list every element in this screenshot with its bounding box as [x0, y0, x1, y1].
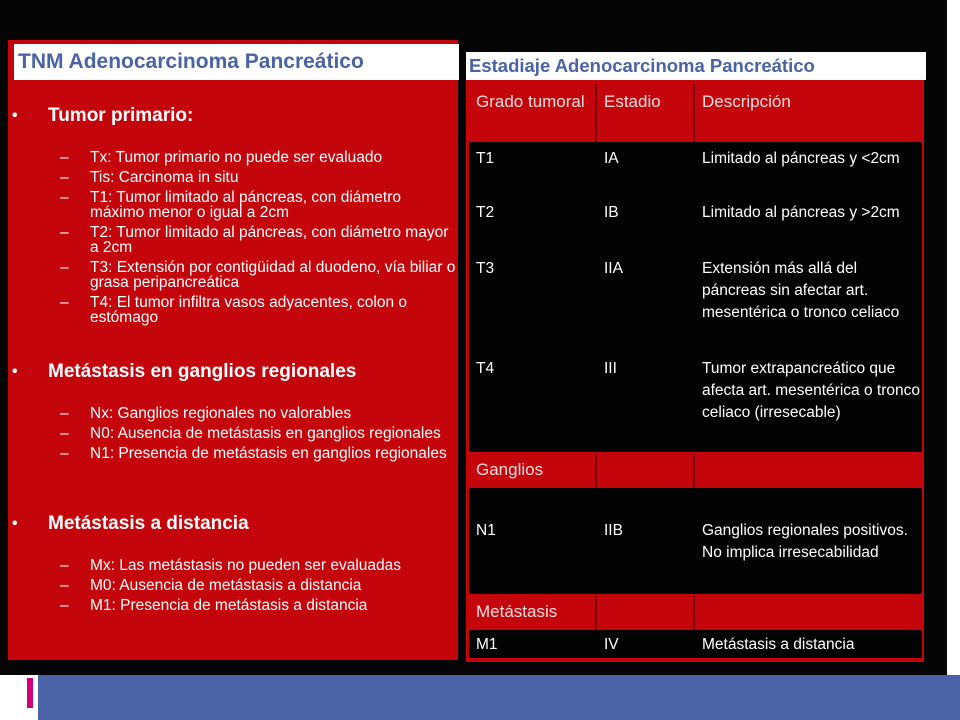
cell-stage: IIA [604, 260, 623, 277]
dash-icon: – [60, 149, 69, 166]
list-item-text: Tx: Tumor primario no puede ser evaluado [90, 149, 383, 166]
dash-icon: – [60, 445, 69, 462]
empty-cell [597, 596, 695, 630]
dash-icon: – [60, 577, 69, 594]
cell-grade: T4 [476, 360, 495, 377]
empty-cell [597, 454, 695, 488]
cell-stage: IV [604, 636, 619, 653]
ganglios-header-row [469, 454, 922, 488]
staging-title: Estadiaje Adenocarcinoma Pancreático [466, 52, 926, 80]
list-item [8, 578, 458, 593]
metastasis-label: Metástasis [469, 596, 597, 630]
section-heading [8, 360, 458, 384]
metastasis-header-row [469, 596, 922, 630]
cell-description: Metástasis a distancia [702, 636, 855, 653]
cell-grade: N1 [476, 522, 496, 539]
table-header-row [469, 84, 922, 142]
list-item [8, 558, 458, 573]
slide-edge [947, 0, 960, 675]
list-item [8, 295, 458, 325]
cell-description: Limitado al páncreas y >2cm [702, 204, 900, 221]
list-item [8, 406, 458, 421]
cell-grade: T2 [476, 204, 495, 221]
list-item [8, 446, 458, 461]
list-item [8, 190, 458, 220]
header-stage: Estadio [597, 84, 695, 142]
list-item-text: M1: Presencia de metástasis a distancia [90, 597, 368, 614]
cell-description: Limitado al páncreas y <2cm [702, 150, 900, 167]
metastasis-list [8, 558, 458, 618]
table-row [469, 352, 922, 452]
table-row [469, 630, 922, 658]
cell-description: Ganglios regionales positivos. No implica irresecabilidad [702, 522, 908, 561]
ganglios-label: Ganglios [469, 454, 597, 488]
list-item [8, 426, 458, 441]
section-ganglios [8, 360, 458, 384]
dash-icon: – [60, 425, 69, 442]
list-item [8, 598, 458, 613]
dash-icon: – [60, 405, 69, 422]
empty-cell [695, 454, 922, 488]
section-metastasis [8, 512, 458, 536]
cell-stage: III [604, 360, 617, 377]
header-description: Descripción [702, 92, 791, 111]
list-item-text: Nx: Ganglios regionales no valorables [90, 405, 352, 422]
list-item [8, 260, 458, 290]
footer-accent-bar [27, 678, 33, 708]
table-row [469, 252, 922, 352]
section-heading-text: Metástasis a distancia [48, 513, 249, 534]
cell-grade: T1 [476, 150, 495, 167]
list-item-text: M0: Ausencia de metástasis a distancia [90, 577, 362, 594]
list-item-text: Mx: Las metástasis no pueden ser evaluadas [90, 557, 402, 574]
section-tumor-primario [8, 104, 458, 128]
tnm-title: TNM Adenocarcinoma Pancreático [14, 44, 459, 80]
list-item-text: N1: Presencia de metástasis en ganglios regionales [90, 445, 447, 462]
section-heading [8, 512, 458, 536]
section-heading-text: Metástasis en ganglios regionales [48, 361, 357, 382]
list-item-text: N0: Ausencia de metástasis en ganglios regionales [90, 425, 441, 442]
list-item-text: T1: Tumor limitado al páncreas, con diámetro máximo menor o igual a 2cm [90, 189, 401, 221]
cell-stage: IB [604, 204, 619, 221]
cell-stage: IIB [604, 522, 623, 539]
cell-description: Extensión más allá del páncreas sin afectar art. mesentérica o tronco celiaco [702, 260, 900, 321]
tnm-panel [8, 40, 458, 660]
list-item-text: T3: Extensión por contigüidad al duodeno, vía biliar o grasa peripancreática [90, 259, 456, 291]
dash-icon: – [60, 597, 69, 614]
section-heading-text: Tumor primario: [48, 105, 194, 126]
table-row [469, 196, 922, 252]
dash-icon: – [60, 557, 69, 574]
cell-stage: IA [604, 150, 619, 167]
dash-icon: – [60, 224, 69, 241]
list-item-text: T4: El tumor infiltra vasos adyacentes, colon o estómago [90, 294, 408, 326]
list-item [8, 225, 458, 255]
dash-icon: – [60, 259, 69, 276]
bullet-icon: • [12, 107, 18, 124]
list-item-text: T2: Tumor limitado al páncreas, con diámetro mayor a 2cm [90, 224, 449, 256]
cell-description: Tumor extrapancreático que afecta art. mesentérica o tronco celiaco (irresecable) [702, 360, 920, 421]
list-item-text: Tis: Carcinoma in situ [90, 169, 239, 186]
dash-icon: – [60, 294, 69, 311]
footer-band [38, 675, 960, 720]
list-item [8, 150, 458, 165]
dash-icon: – [60, 169, 69, 186]
dash-icon: – [60, 189, 69, 206]
empty-cell [695, 596, 922, 630]
staging-table [466, 80, 924, 662]
table-row [469, 488, 922, 594]
bullet-icon: • [12, 515, 18, 532]
ganglios-list [8, 406, 458, 466]
cell-grade: T3 [476, 260, 495, 277]
section-heading [8, 104, 458, 128]
table-row [469, 142, 922, 196]
header-grade: Grado tumoral [469, 84, 597, 142]
list-item [8, 170, 458, 185]
cell-grade: M1 [476, 636, 498, 653]
bullet-icon: • [12, 363, 18, 380]
tumor-primario-list [8, 150, 458, 330]
